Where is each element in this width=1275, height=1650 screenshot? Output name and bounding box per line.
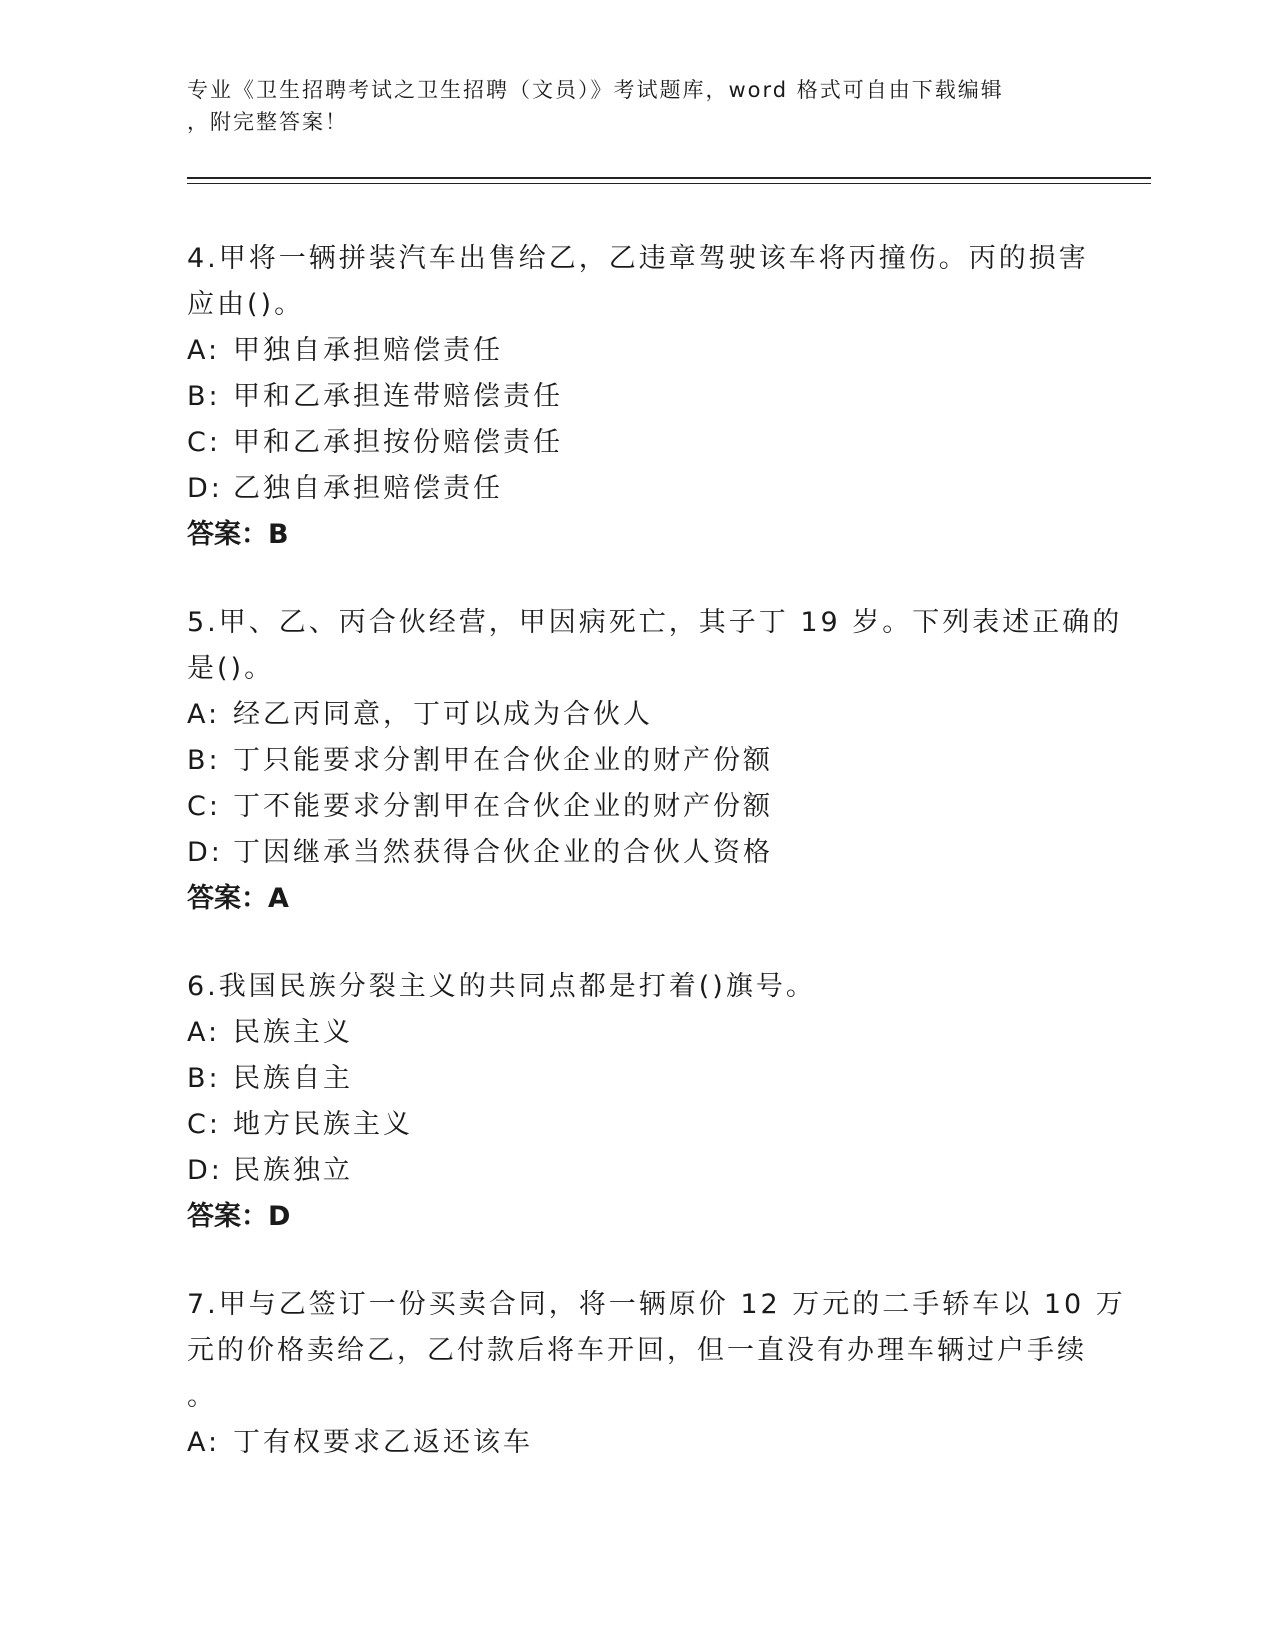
question-text-line: 元的价格卖给乙，乙付款后将车开回，但一直没有办理车辆过户手续 bbox=[187, 1335, 1087, 1366]
option-key: B: bbox=[187, 745, 221, 776]
option-key: A: bbox=[187, 1427, 221, 1458]
header-line-1: 专业《卫生招聘考试之卫生招聘（文员）》考试题库，word 格式可自由下载编辑 bbox=[187, 78, 1004, 102]
option-key: C: bbox=[187, 791, 221, 822]
question-7 bbox=[187, 1282, 1126, 1466]
option-a bbox=[187, 692, 1087, 738]
option-key: A: bbox=[187, 699, 221, 730]
question-6 bbox=[187, 964, 1087, 1240]
option-key: C: bbox=[187, 1109, 221, 1140]
question-4 bbox=[187, 236, 1087, 558]
question-text-line: 6.我国民族分裂主义的共同点都是打着()旗号。 bbox=[187, 971, 816, 1002]
option-key: D: bbox=[187, 837, 223, 868]
option-c bbox=[187, 1102, 1087, 1148]
option-text: 地方民族主义 bbox=[233, 1109, 413, 1140]
option-key: D: bbox=[187, 473, 223, 504]
option-a bbox=[187, 328, 1087, 374]
question-text-line: 4.甲将一辆拼装汽车出售给乙，乙违章驾驶该车将丙撞伤。丙的损害 bbox=[187, 243, 1089, 274]
option-text: 乙独自承担赔偿责任 bbox=[233, 473, 503, 504]
answer-line: 答案：A bbox=[187, 883, 289, 914]
document-header bbox=[187, 74, 1067, 138]
option-a bbox=[187, 1420, 1087, 1466]
option-b bbox=[187, 1056, 1087, 1102]
option-text: 经乙丙同意，丁可以成为合伙人 bbox=[233, 699, 653, 730]
option-text: 民族自主 bbox=[233, 1063, 353, 1094]
option-c bbox=[187, 420, 1087, 466]
option-text: 民族独立 bbox=[233, 1155, 353, 1186]
header-line-2: ，附完整答案！ bbox=[187, 110, 348, 134]
option-text: 甲独自承担赔偿责任 bbox=[233, 335, 503, 366]
answer-line: 答案：B bbox=[187, 519, 289, 550]
option-b bbox=[187, 738, 1087, 784]
option-text: 丁因继承当然获得合伙企业的合伙人资格 bbox=[233, 837, 773, 868]
option-key: B: bbox=[187, 381, 221, 412]
option-text: 甲和乙承担连带赔偿责任 bbox=[233, 381, 563, 412]
option-text: 甲和乙承担按份赔偿责任 bbox=[233, 427, 563, 458]
question-text-line: 应由()。 bbox=[187, 289, 305, 320]
option-c bbox=[187, 784, 1087, 830]
option-key: A: bbox=[187, 1017, 221, 1048]
option-d bbox=[187, 830, 1087, 876]
question-list bbox=[187, 236, 1126, 1466]
option-key: B: bbox=[187, 1063, 221, 1094]
option-d bbox=[187, 1148, 1087, 1194]
question-text-line: 是()。 bbox=[187, 653, 275, 684]
option-text: 丁有权要求乙返还该车 bbox=[233, 1427, 533, 1458]
option-key: D: bbox=[187, 1155, 223, 1186]
answer-line: 答案：D bbox=[187, 1201, 291, 1232]
option-key: A: bbox=[187, 335, 221, 366]
header-rule-thick bbox=[187, 177, 1151, 179]
question-text-line: 。 bbox=[187, 1381, 217, 1412]
option-b bbox=[187, 374, 1087, 420]
question-text-line: 7.甲与乙签订一份买卖合同，将一辆原价 12 万元的二手轿车以 10 万 bbox=[187, 1289, 1126, 1320]
question-5 bbox=[187, 600, 1123, 922]
option-text: 丁不能要求分割甲在合伙企业的财产份额 bbox=[233, 791, 773, 822]
option-text: 民族主义 bbox=[233, 1017, 353, 1048]
option-text: 丁只能要求分割甲在合伙企业的财产份额 bbox=[233, 745, 773, 776]
option-a bbox=[187, 1010, 1087, 1056]
option-d bbox=[187, 466, 1087, 512]
header-rule-thin bbox=[187, 183, 1151, 184]
option-key: C: bbox=[187, 427, 221, 458]
question-text-line: 5.甲、乙、丙合伙经营，甲因病死亡，其子丁 19 岁。下列表述正确的 bbox=[187, 607, 1123, 638]
